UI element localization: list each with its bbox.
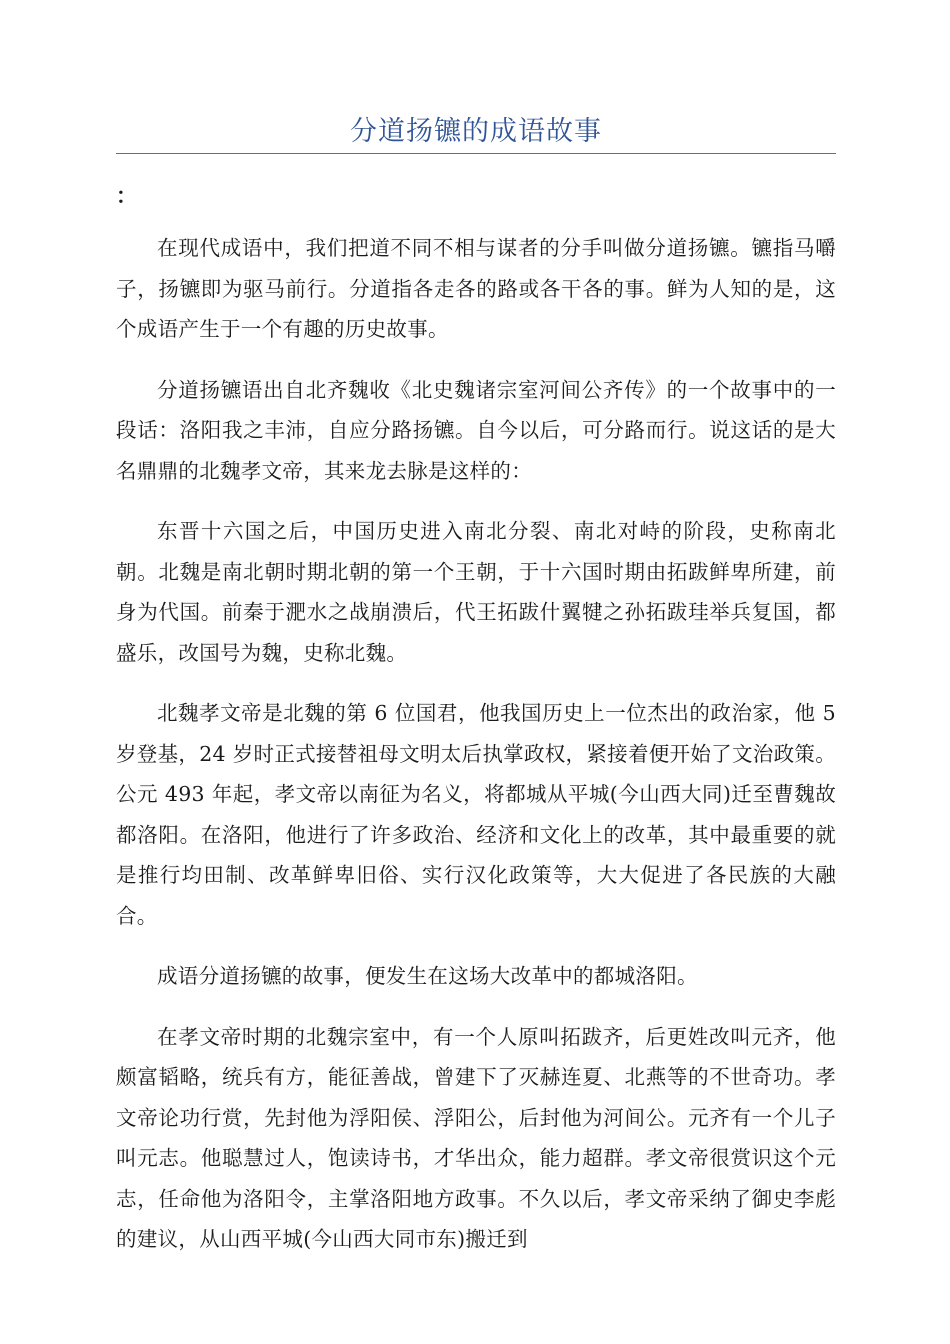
document-body	[116, 228, 836, 1280]
title-underline	[116, 153, 836, 154]
lead-colon: ：	[116, 183, 137, 208]
paragraph-1: 在现代成语中，我们把道不同不相与谋者的分手叫做分道扬镳。镳指马嚼子，扬镳即为驱马前行。分道指各走各的路或各干各的事。鲜为人知的是，这个成语产生于一个有趣的历史故事。	[116, 236, 836, 341]
document-title: 分道扬镳的成语故事	[350, 116, 602, 147]
paragraph-4: 北魏孝文帝是北魏的第 6 位国君，他我国历史上一位杰出的政治家，他 5 岁登基，24 岁时正式接替祖母文明太后执掌政权，紧接着便开始了文治政策。公元 493 年起，孝文帝以南征为名义，将都城从平城(今山西大同)迁至曹魏故都洛阳。在洛阳，他进行了许多政治、经济和文化上的改革，其中最重要的就是推行均田制、改革鲜卑旧俗、实行汉化政策等，大大促进了各民族的大融合。	[116, 701, 836, 928]
paragraph-5: 成语分道扬镳的故事，便发生在这场大改革中的都城洛阳。	[157, 964, 698, 988]
paragraph-3: 东晋十六国之后，中国历史进入南北分裂、南北对峙的阶段，史称南北朝。北魏是南北朝时期北朝的第一个王朝，于十六国时期由拓跋鲜卑所建，前身为代国。前秦于淝水之战崩溃后，代王拓跋什翼犍之孙拓跋珪举兵复国，都盛乐，改国号为魏，史称北魏。	[116, 519, 836, 665]
paragraph-2: 分道扬镳语出自北齐魏收《北史魏诸宗室河间公齐传》的一个故事中的一段话：洛阳我之丰沛，自应分路扬镳。自今以后，可分路而行。说这话的是大名鼎鼎的北魏孝文帝，其来龙去脉是这样的：	[116, 377, 836, 483]
paragraph-6: 在孝文帝时期的北魏宗室中，有一个人原叫拓跋齐，后更姓改叫元齐，他颇富韬略，统兵有方，能征善战，曾建下了灭赫连夏、北燕等的不世奇功。孝文帝论功行赏，先封他为浮阳侯、浮阳公，后封他为河间公。元齐有一个儿子叫元志。他聪慧过人，饱读诗书，才华出众，能力超群。孝文帝很赏识这个元志，任命他为洛阳令，主掌洛阳地方政事。不久以后，孝文帝采纳了御史李彪的建议，从山西平城(今山西大同市东)搬迁到	[116, 1024, 836, 1251]
